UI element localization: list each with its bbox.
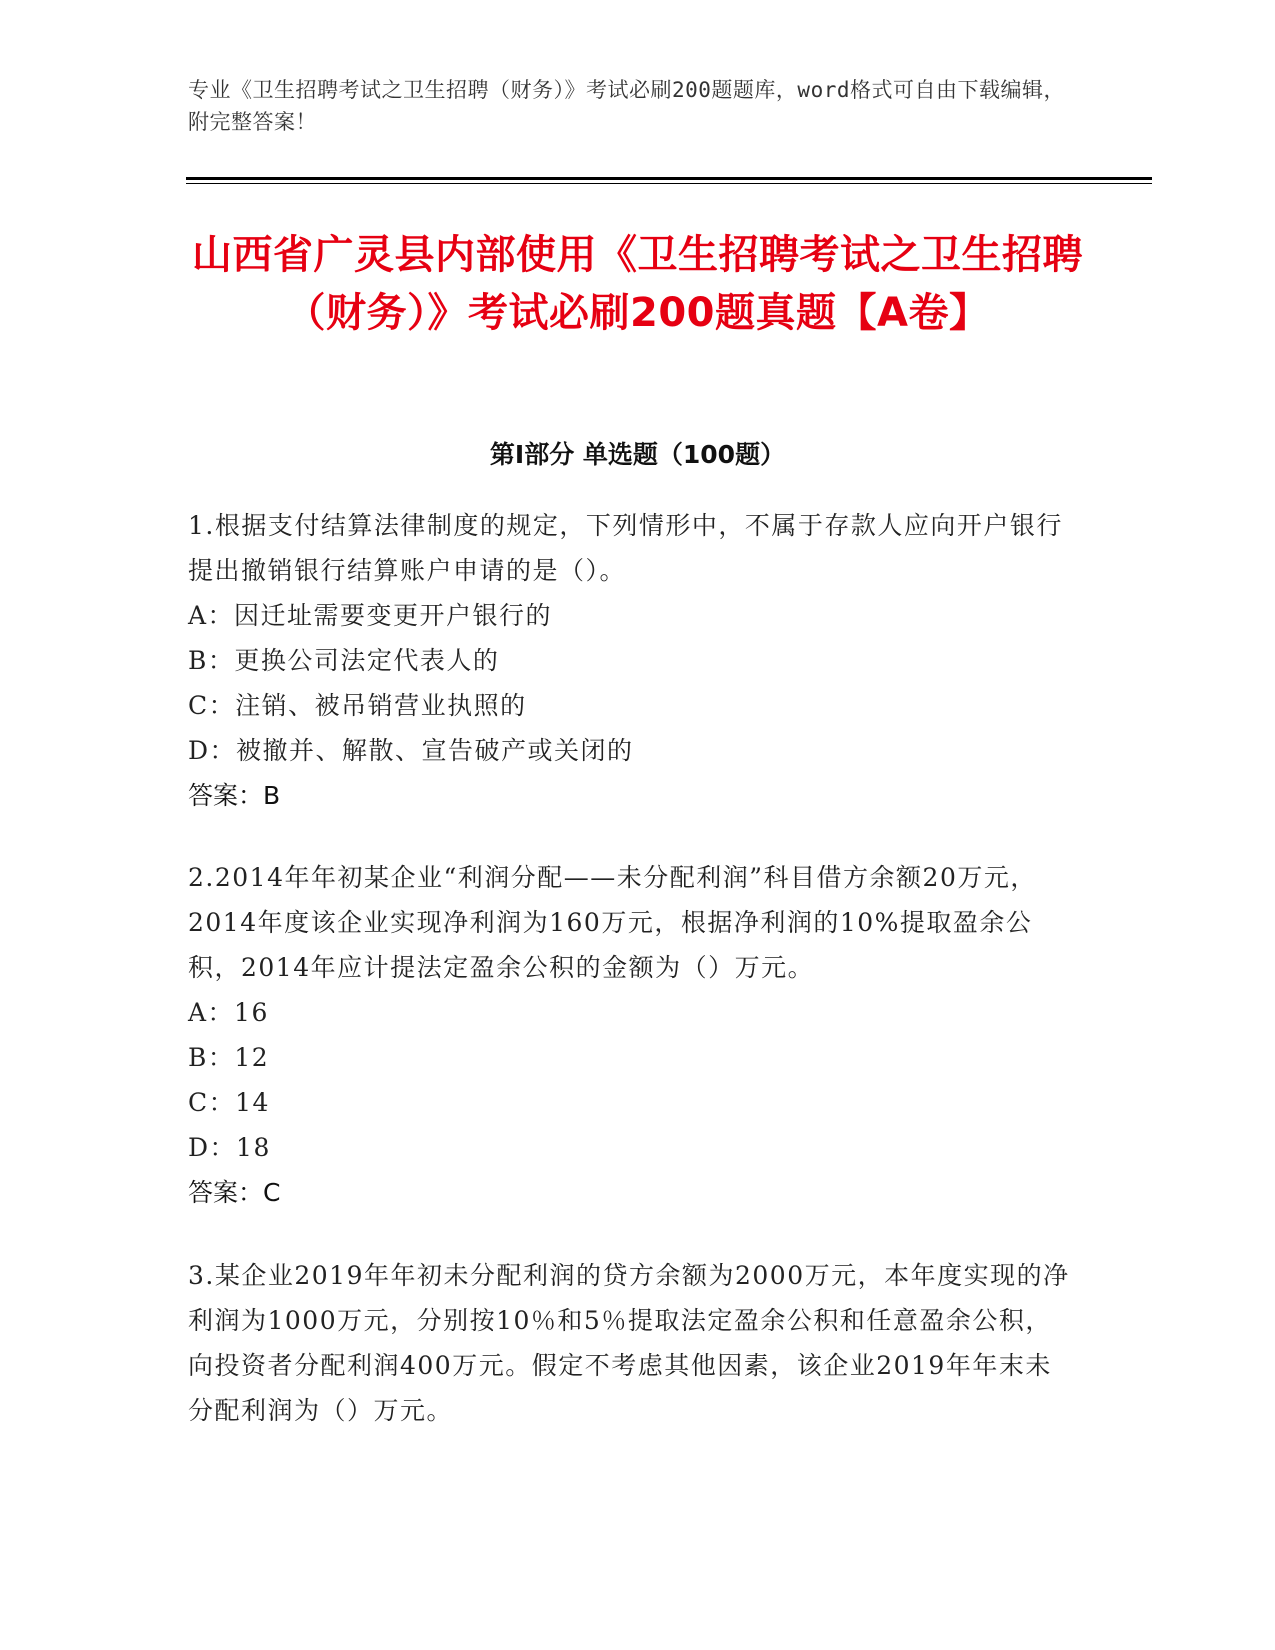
option-c: C：14 xyxy=(188,1088,270,1117)
question-stem: 3.某企业2019年年初未分配利润的贷方余额为2000万元，本年度实现的净利润为1000万元，分别按10％和5％提取法定盈余公积和任意盈余公积，向投资者分配利润400万元。假定不考虑其他因素，该企业2019年年末未分配利润为（）万元。 xyxy=(188,1261,1070,1425)
header-note: 专业《卫生招聘考试之卫生招聘（财务）》考试必刷200题题库，word格式可自由下载编辑，附完整答案！ xyxy=(188,78,1065,134)
option-c: C：注销、被吊销营业执照的 xyxy=(188,691,527,720)
question-3 xyxy=(188,1253,1078,1433)
header-divider-thin xyxy=(186,183,1152,184)
question-stem: 1.根据支付结算法律制度的规定，下列情形中，不属于存款人应向开户银行提出撤销银行结算账户申请的是（）。 xyxy=(188,511,1063,585)
document-title: 山西省广灵县内部使用《卫生招聘考试之卫生招聘（财务）》考试必刷200题真题【A卷】 xyxy=(192,232,1083,336)
question-2 xyxy=(188,855,1078,1215)
question-1 xyxy=(188,503,1078,818)
section-heading: 第I部分 单选题（100题） xyxy=(489,440,786,469)
option-a: A：16 xyxy=(188,998,269,1027)
option-b: B：更换公司法定代表人的 xyxy=(188,646,500,675)
answer-label: 答案：B xyxy=(188,781,281,810)
answer-label: 答案：C xyxy=(188,1178,281,1207)
header-divider-thick xyxy=(186,177,1152,180)
option-d: D：18 xyxy=(188,1133,271,1162)
option-b: B：12 xyxy=(188,1043,270,1072)
question-stem: 2.2014年年初某企业“利润分配——未分配利润”科目借方余额20万元，2014年度该企业实现净利润为160万元，根据净利润的10%提取盈余公积，2014年应计提法定盈余公积的金额为（）万元。 xyxy=(188,863,1037,982)
option-d: D：被撤并、解散、宣告破产或关闭的 xyxy=(188,736,634,765)
option-a: A：因迁址需要变更开户银行的 xyxy=(188,601,553,630)
